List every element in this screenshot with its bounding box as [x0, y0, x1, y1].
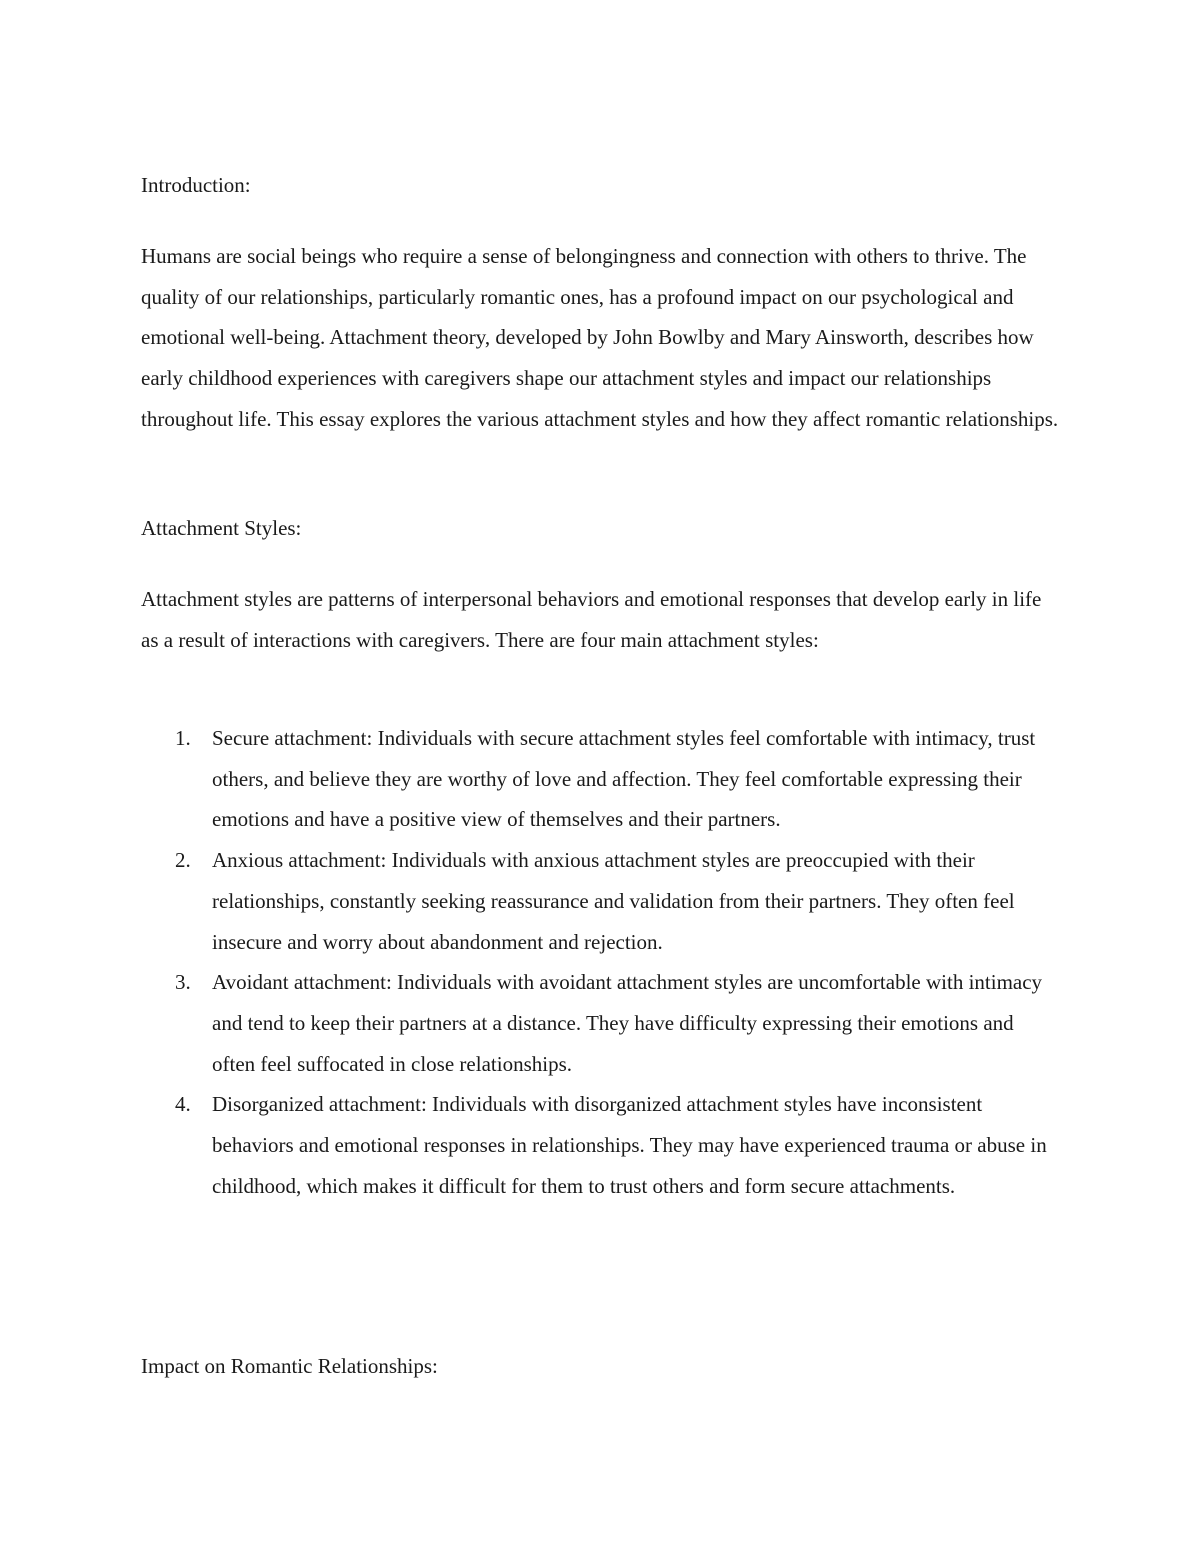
list-item-number: 3.	[175, 970, 191, 995]
section-heading-impact: Impact on Romantic Relationships:	[141, 1354, 438, 1378]
list-item-text: Secure attachment: Individuals with secure attachment styles feel comfortable with intimacy, trust others, and believe they are worthy of love and affection. They feel comfortable expressing their emotions and have a positive view of themselves and their partners.	[212, 726, 1036, 832]
list-item	[141, 1084, 1061, 1206]
list-item-number: 4.	[175, 1092, 191, 1117]
list-item	[141, 718, 1061, 840]
list-item-text: Disorganized attachment: Individuals with disorganized attachment styles have inconsistent behaviors and emotional responses in relationships. They may have experienced trauma or abuse in childhood, which makes it difficult for them to trust others and form secure attachments.	[212, 1092, 1047, 1198]
list-item-number: 2.	[175, 848, 191, 873]
list-item-text: Avoidant attachment: Individuals with avoidant attachment styles are uncomfortable with intimacy and tend to keep their partners at a distance. They have difficulty expressing their emotions and often feel suffocated in close relationships.	[212, 970, 1043, 1076]
section-heading-introduction: Introduction:	[141, 173, 251, 197]
list-item-text: Anxious attachment: Individuals with anxious attachment styles are preoccupied with their relationships, constantly seeking reassurance and validation from their partners. They often feel insecure and worry about abandonment and rejection.	[212, 848, 1015, 954]
list-item-number: 1.	[175, 726, 191, 750]
list-item	[141, 962, 1061, 1084]
attachment-styles-paragraph: Attachment styles are patterns of interpersonal behaviors and emotional responses that develop early in life as a result of interactions with caregivers. There are four main attachment styles:	[141, 587, 1042, 652]
intro-paragraph: Humans are social beings who require a sense of belongingness and connection with others to thrive. The quality of our relationships, particularly romantic ones, has a profound impact on our psychological and emotional well-being. Attachment theory, developed by John Bowlby and Mary Ainsworth, describes how early childhood experiences with caregivers shape our attachment styles and impact our relationships throughout life. This essay explores the various attachment styles and how they affect romantic relationships.	[141, 244, 1059, 431]
attachment-styles-list	[141, 718, 1061, 1206]
section-heading-attachment-styles: Attachment Styles:	[141, 516, 302, 540]
list-item	[141, 840, 1061, 962]
